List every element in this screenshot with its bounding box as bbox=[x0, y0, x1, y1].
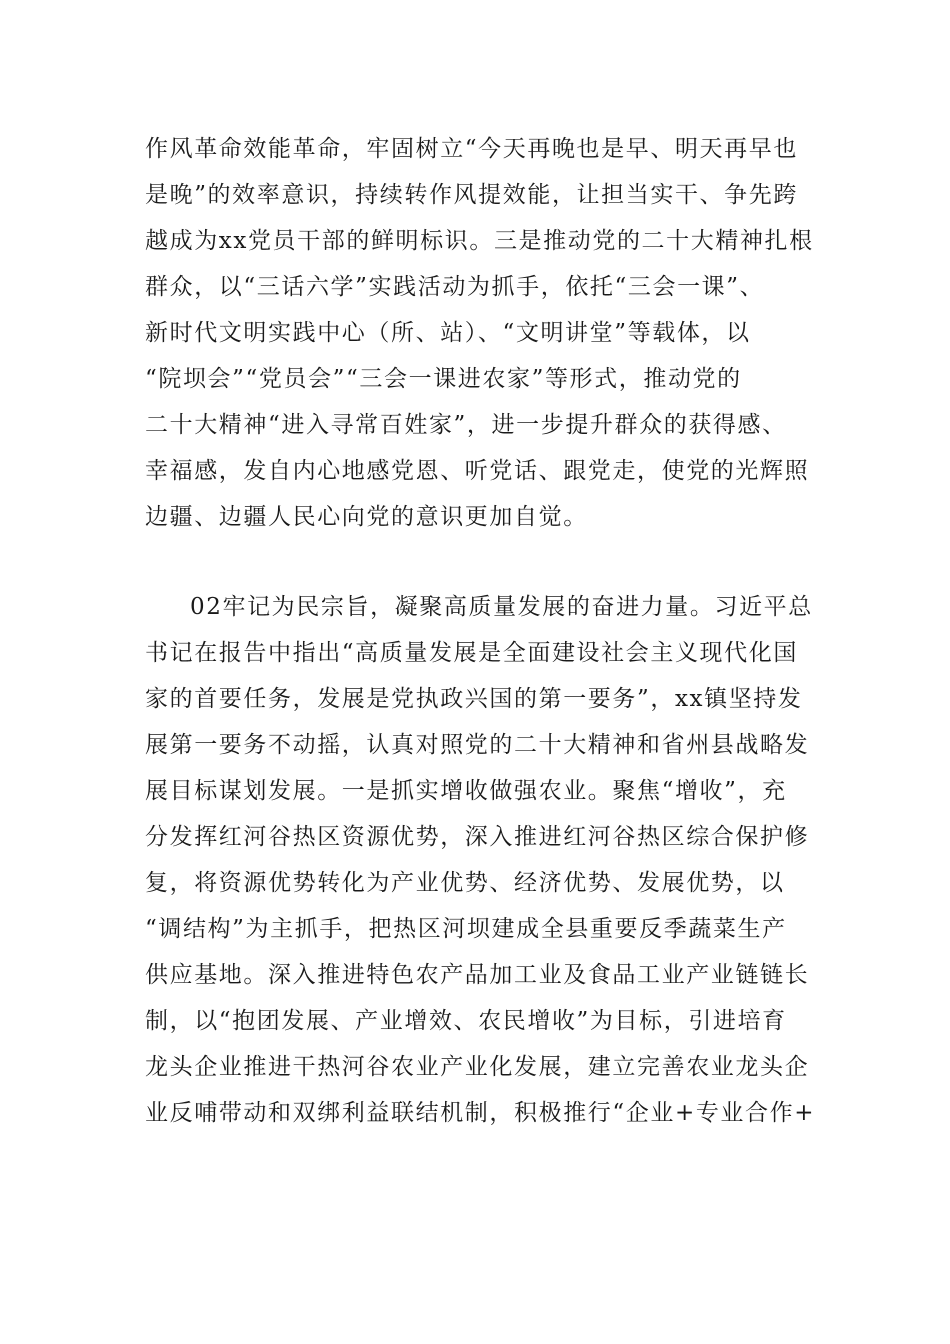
text-line: 分发挥红河谷热区资源优势，深入推进红河谷热区综合保护修 bbox=[145, 824, 810, 850]
text-line: 群众，以“三话六学”实践活动为抓手，依托“三会一课”、 bbox=[145, 274, 765, 300]
text-line: 作风革命效能革命，牢固树立“今天再晚也是早、明天再早也 bbox=[145, 136, 798, 162]
text-line: 复，将资源优势转化为产业优势、经济优势、发展优势，以 bbox=[145, 870, 785, 896]
text-line: 供应基地。深入推进特色农产品加工业及食品工业产业链链长 bbox=[145, 962, 810, 988]
text-line: 家的首要任务，发展是党执政兴国的第一要务”，xx镇坚持发 bbox=[145, 686, 803, 712]
text-line: 新时代文明实践中心（所、站）、“文明讲堂”等载体，以 bbox=[145, 320, 751, 346]
text-line: 展第一要务不动摇，认真对照党的二十大精神和省州县战略发 bbox=[145, 732, 810, 758]
text-line: 是晚”的效率意识，持续转作风提效能，让担当实干、争先跨 bbox=[145, 182, 798, 208]
text-line-first-indented: 02牢记为民宗旨，凝聚高质量发展的奋进力量。习近平总 bbox=[190, 594, 813, 620]
text-line: 幸福感，发自内心地感党恩、听党话、跟党走，使党的光辉照 bbox=[145, 458, 810, 484]
text-line: 书记在报告中指出“高质量发展是全面建设社会主义现代化国 bbox=[145, 640, 798, 666]
text-line: 越成为xx党员干部的鲜明标识。三是推动党的二十大精神扎根 bbox=[145, 228, 814, 254]
text-line: “院坝会”“党员会”“三会一课进农家”等形式，推动党的 bbox=[145, 366, 742, 392]
text-line: 展目标谋划发展。一是抓实增收做强农业。聚焦“增收”，充 bbox=[145, 778, 787, 804]
text-line: 业反哺带动和双绑利益联结机制，积极推行“企业+专业合作+ bbox=[145, 1100, 816, 1126]
text-line: 龙头企业推进干热河谷农业产业化发展，建立完善农业龙头企 bbox=[145, 1054, 810, 1080]
text-line: “调结构”为主抓手，把热区河坝建成全县重要反季蔬菜生产 bbox=[145, 916, 787, 942]
text-line: 二十大精神“进入寻常百姓家”，进一步提升群众的获得感、 bbox=[145, 412, 787, 438]
text-line: 边疆、边疆人民心向党的意识更加自觉。 bbox=[145, 504, 588, 530]
text-line: 制，以“抱团发展、产业增效、农民增收”为目标，引进培育 bbox=[145, 1008, 787, 1034]
